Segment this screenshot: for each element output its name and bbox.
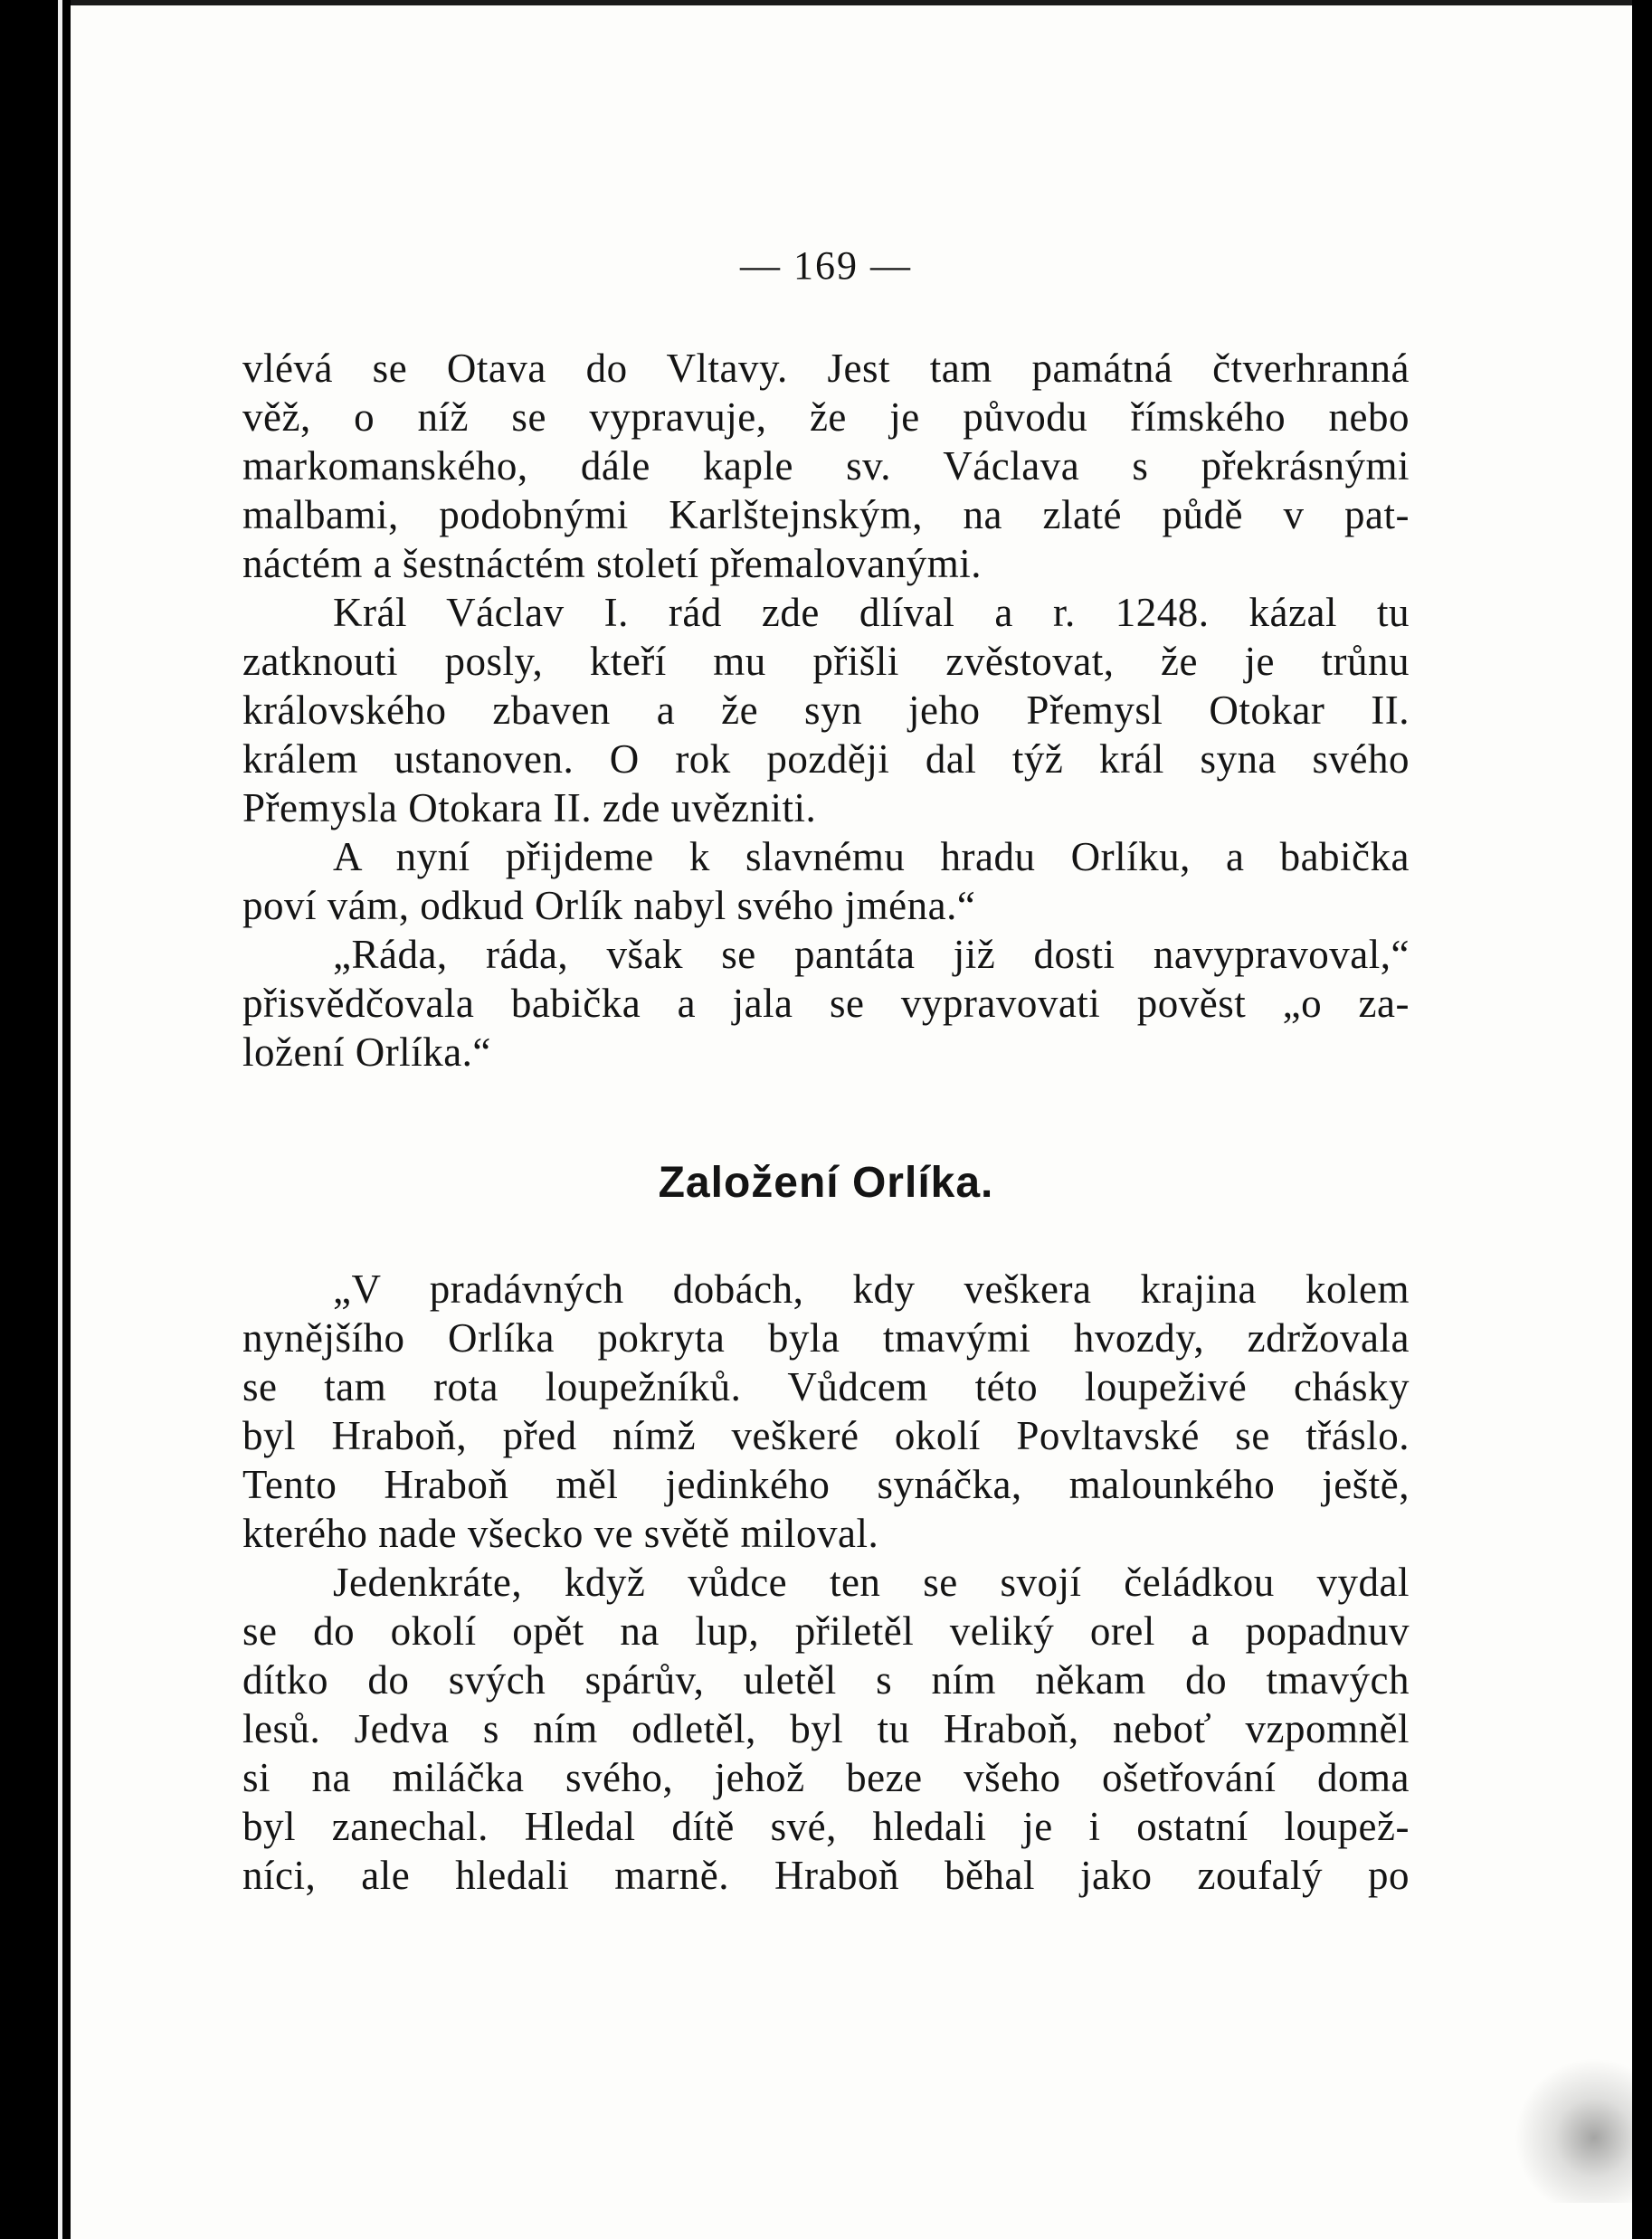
scan-top-edge [71,0,1632,5]
text-line: „V pradávných dobách, kdy veškera krajina kolem [333,1267,1410,1312]
text-line: ložení Orlíka.“ [242,1029,491,1075]
scan-smudge [1505,2040,1632,2203]
text-line: Král Václav I. rád zde dlíval a r. 1248. kázal tu [333,590,1410,635]
text-line: vlévá se Otava do Vltavy. Jest tam památná čtverhranná [242,346,1410,391]
text-line: zatknouti posly, kteří mu přišli zvěstovat, že je trůnu [242,639,1410,684]
text-line: A nyní přijdeme k slavnému hradu Orlíku, a babička [333,834,1410,879]
scan-right-border [1632,0,1652,2239]
text-line: malbami, podobnými Karlštejnským, na zlaté půdě v pat- [242,492,1410,537]
text-line: se tam rota loupežníků. Vůdcem této loupeživé chásky [242,1364,1410,1409]
text-line: byl zanechal. Hledal dítě své, hledali je i ostatní loupež- [242,1804,1410,1849]
text-line: Tento Hraboň měl jedinkého synáčka, malounkého ještě, [242,1462,1410,1507]
text-line: králem ustanoven. O rok později dal týž král syna svého [242,736,1410,782]
text-line: nynějšího Orlíka pokryta byla tmavými hvozdy, zdržovala [242,1315,1410,1361]
text-line: náctém a šestnáctém století přemalovanými. [242,541,982,586]
text-line: věž, o níž se vypravuje, že je původu římského nebo [242,394,1410,440]
text-line: si na miláčka svého, jehož beze všeho ošetřování doma [242,1755,1410,1800]
text-block-top [242,344,1410,1077]
scan-left-border-highlight [58,0,62,2239]
section-heading: Založení Orlíka. [658,1159,994,1207]
text-line: se do okolí opět na lup, přiletěl veliký orel a popadnuv [242,1608,1410,1654]
text-line: přisvědčovala babička a jala se vypravovati pověst „o za- [242,981,1410,1026]
text-line: Přemysla Otokara II. zde uvězniti. [242,785,817,830]
text-block-bottom [242,1265,1410,1900]
text-line: markomanského, dále kaple sv. Václava s překrásnými [242,443,1410,489]
text-line: níci, ale hledali marně. Hraboň běhal jako zoufalý po [242,1853,1410,1898]
text-line: dítko do svých spárův, uletěl s ním někam do tmavých [242,1657,1410,1703]
text-line: královského zbaven a že syn jeho Přemysl Otokar II. [242,688,1410,733]
text-line: lesů. Jedva s ním odletěl, byl tu Hraboň, neboť vzpomněl [242,1706,1410,1751]
text-line: Jedenkráte, když vůdce ten se svojí čeládkou vydal [333,1560,1410,1605]
text-line: kterého nade všecko ve světě miloval. [242,1511,879,1556]
page-number: — 169 — [740,243,912,288]
text-line: byl Hraboň, před nímž veškeré okolí Povltavské se třáslo. [242,1413,1410,1458]
text-line: poví vám, odkud Orlík nabyl svého jména.“ [242,883,976,928]
text-line: „Ráda, ráda, však se pantáta již dosti navypravoval,“ [333,932,1410,977]
